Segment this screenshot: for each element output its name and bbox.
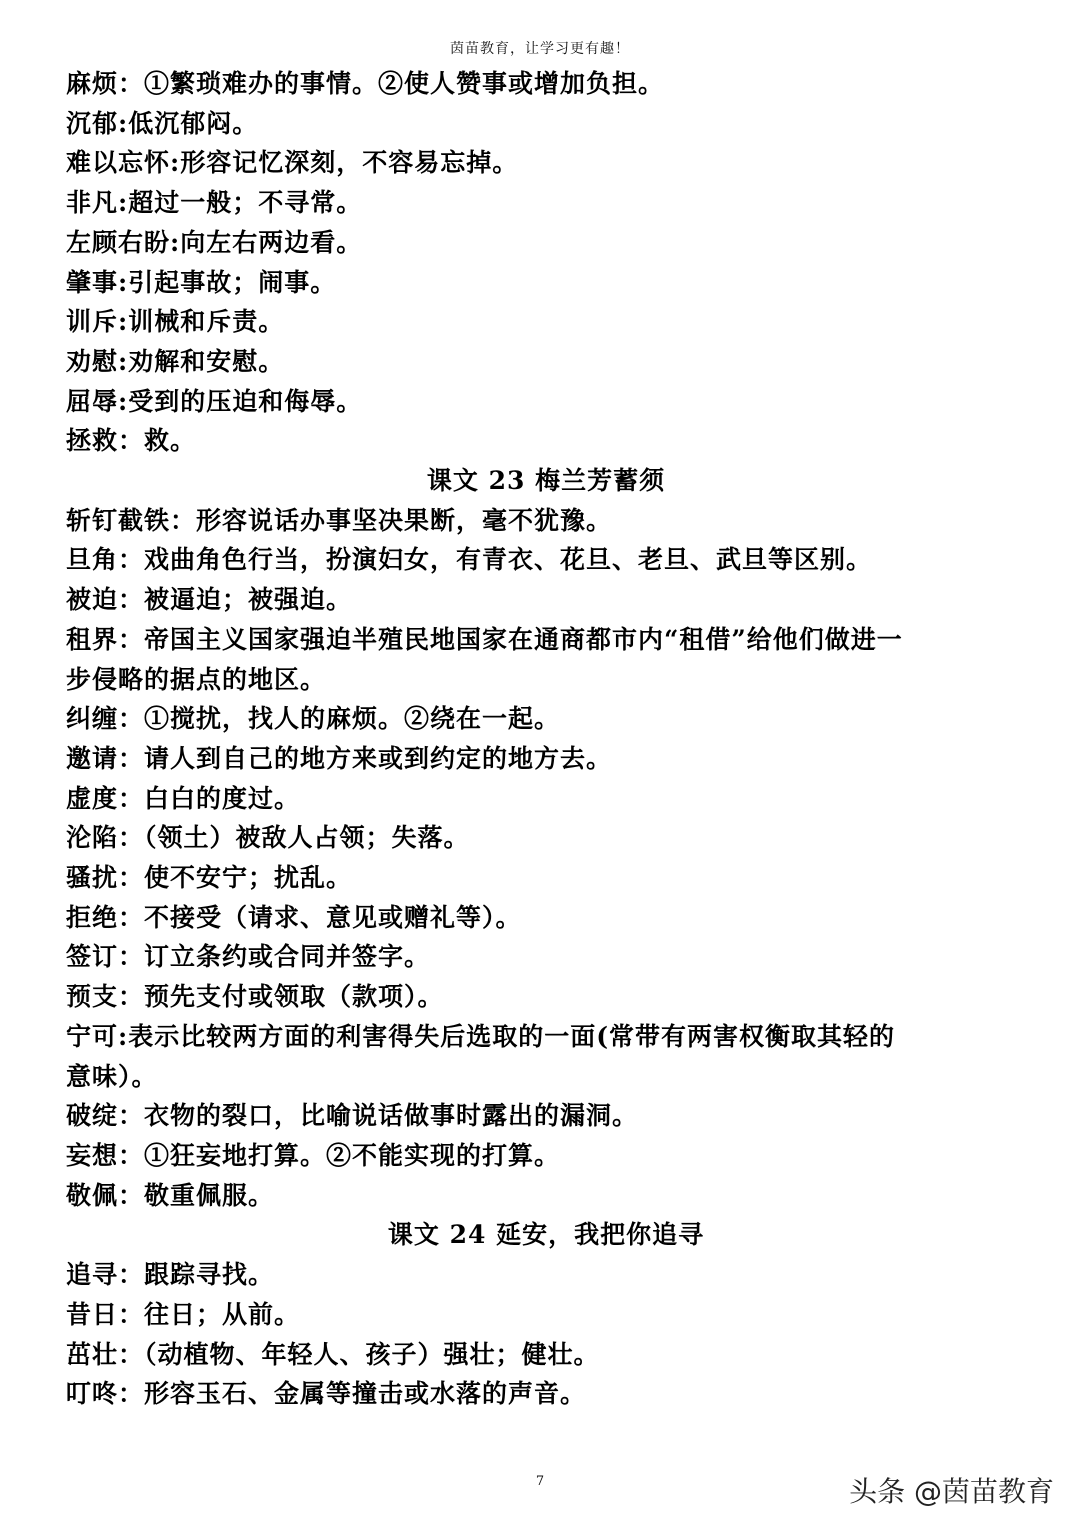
definition-line: 预支：预先支付或领取（款项）。 <box>66 982 444 1012</box>
definition-line: 沉郁:低沉郁闷。 <box>66 108 259 138</box>
definition-line: 破绽：衣物的裂口，比喻说话做事时露出的漏洞。 <box>66 1101 639 1131</box>
definition-line: 屈辱:受到的压迫和侮辱。 <box>66 386 363 416</box>
page-header: 茵苗教育，让学习更有趣！ <box>450 41 630 57</box>
definition-line: 追寻：跟踪寻找。 <box>66 1260 275 1290</box>
definition-line: 茁壮：（动植物、年轻人、孩子）强壮；健壮。 <box>66 1339 600 1369</box>
definition-line: 劝慰:劝解和安慰。 <box>66 346 285 376</box>
definition-line: 拯救：救。 <box>66 426 197 456</box>
section-heading: 课文 23 梅兰芳蓄须 <box>426 466 666 496</box>
definition-line: 难以忘怀:形容记忆深刻，不容易忘掉。 <box>66 148 519 178</box>
definition-line: 骚扰：使不安宁；扰乱。 <box>66 863 353 893</box>
page-number: 7 <box>535 1474 545 1489</box>
definition-line: 租界：帝国主义国家强迫半殖民地国家在通商都市内“租借”给他们做进一 <box>66 624 903 654</box>
definition-line: 邀请：请人到自己的地方来或到约定的地方去。 <box>66 743 613 773</box>
definition-line: 宁可:表示比较两方面的利害得失后选取的一面(常带有两害权衡取其轻的 <box>66 1021 896 1051</box>
definition-line: 非凡:超过一般；不寻常。 <box>66 188 363 218</box>
definition-line: 叮咚：形容玉石、金属等撞击或水落的声音。 <box>66 1379 587 1409</box>
definition-line: 虚度：白白的度过。 <box>66 783 301 813</box>
definition-line: 敬佩：敬重佩服。 <box>66 1180 275 1210</box>
definition-line: 麻烦：①繁琐难办的事情。②使人赞事或增加负担。 <box>66 69 665 98</box>
definition-line: 妄想：①狂妄地打算。②不能实现的打算。 <box>66 1140 561 1170</box>
definition-line: 斩钉截铁：形容说话办事坚决果断，毫不犹豫。 <box>66 505 613 535</box>
definition-line: 被迫：被逼迫；被强迫。 <box>66 585 353 615</box>
definition-line: 左顾右盼:向左右两边看。 <box>66 227 363 257</box>
section-heading: 课文 24 延安，我把你追寻 <box>387 1220 705 1250</box>
definition-line: 肇事:引起事故；闹事。 <box>66 267 337 297</box>
document-body <box>66 64 1026 1414</box>
definition-line: 签订：订立条约或合同并签字。 <box>66 942 431 972</box>
definition-line: 意味）。 <box>66 1061 158 1091</box>
definition-line: 昔日：往日；从前。 <box>66 1299 301 1329</box>
definition-line: 旦角：戏曲角色行当，扮演妇女，有青衣、花旦、老旦、武旦等区别。 <box>66 545 873 575</box>
definition-line: 拒绝：不接受（请求、意见或赠礼等）。 <box>66 902 522 932</box>
definition-line: 步侵略的据点的地区。 <box>66 664 327 694</box>
watermark: 头条 @茵苗教育 <box>849 1475 1054 1508</box>
definition-line: 沦陷：（领土）被敌人占领；失落。 <box>66 823 470 853</box>
definition-line: 训斥:训械和斥责。 <box>66 307 285 337</box>
definition-line: 纠缠：①搅扰，找人的麻烦。②绕在一起。 <box>66 704 561 734</box>
